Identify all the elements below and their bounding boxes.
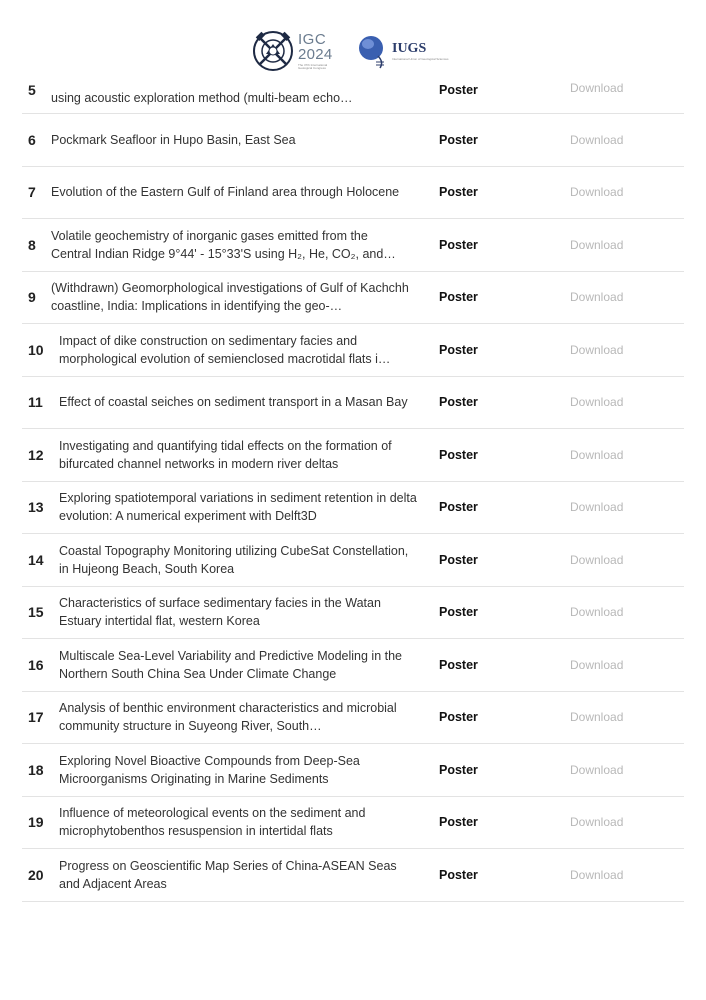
row-number: 15 bbox=[28, 604, 44, 621]
download-link[interactable]: Download bbox=[570, 237, 624, 252]
row-title[interactable]: Exploring Novel Bioactive Compounds from Deep-Sea Microorganisms Originating in Marine Sediments bbox=[59, 753, 360, 786]
row-title[interactable]: using acoustic exploration method (multi-beam echo… bbox=[51, 91, 353, 105]
table-row bbox=[22, 692, 684, 745]
row-type: Poster bbox=[439, 500, 478, 515]
download-link[interactable]: Download bbox=[570, 395, 624, 410]
row-type: Poster bbox=[439, 395, 478, 410]
row-type: Poster bbox=[439, 185, 478, 200]
download-link[interactable]: Download bbox=[570, 867, 624, 882]
download-link[interactable]: Download bbox=[570, 710, 624, 725]
download-link[interactable]: Download bbox=[570, 762, 624, 777]
row-title[interactable]: Analysis of benthic environment characteristics and microbial community structure in Suyeong River, South… bbox=[59, 701, 397, 734]
igc-logo-text: IGC bbox=[298, 31, 327, 48]
download-link[interactable]: Download bbox=[570, 657, 624, 672]
table-row bbox=[22, 377, 684, 430]
row-type: Poster bbox=[439, 237, 478, 252]
table-row bbox=[22, 429, 684, 482]
igc-logo-year: 2024 bbox=[298, 46, 333, 63]
row-title[interactable]: Effect of coastal seiches on sediment transport in a Masan Bay bbox=[59, 395, 408, 410]
row-type: Poster bbox=[439, 342, 478, 357]
table-row bbox=[22, 587, 684, 640]
row-title[interactable]: Influence of meteorological events on the sediment and microphytobenthos resuspension in intertidal flats bbox=[59, 806, 366, 839]
download-link[interactable]: Download bbox=[570, 552, 624, 567]
presentation-list bbox=[22, 62, 684, 902]
row-number: 18 bbox=[28, 761, 44, 778]
row-number: 14 bbox=[28, 551, 44, 568]
row-type: Poster bbox=[439, 762, 478, 777]
iugs-logo[interactable] bbox=[358, 32, 462, 70]
row-type: Poster bbox=[439, 710, 478, 725]
igc-emblem-icon bbox=[252, 30, 294, 72]
table-row bbox=[22, 797, 684, 850]
table-row bbox=[22, 324, 684, 377]
row-number: 6 bbox=[28, 131, 36, 148]
row-title[interactable]: Pockmark Seafloor in Hupo Basin, East Sea bbox=[51, 132, 296, 147]
row-number: 13 bbox=[28, 499, 44, 516]
download-link[interactable]: Download bbox=[570, 132, 624, 147]
row-number: 16 bbox=[28, 656, 44, 673]
download-link[interactable]: Download bbox=[570, 81, 624, 95]
row-number: 8 bbox=[28, 236, 36, 253]
row-number: 19 bbox=[28, 814, 44, 831]
igc-logo-subtitle: The 37th International Geological Congress bbox=[298, 63, 328, 70]
row-number: 9 bbox=[28, 289, 36, 306]
row-title[interactable]: Impact of dike construction on sedimentary facies and morphological evolution of semienclosed macrotidal flats i… bbox=[59, 333, 391, 366]
download-link[interactable]: Download bbox=[570, 815, 624, 830]
page-header bbox=[0, 0, 706, 80]
row-number: 20 bbox=[28, 866, 44, 883]
row-number: 12 bbox=[28, 446, 44, 463]
table-row bbox=[22, 849, 684, 902]
download-link[interactable]: Download bbox=[570, 605, 624, 620]
row-type: Poster bbox=[439, 83, 478, 97]
table-row bbox=[22, 167, 684, 220]
row-title[interactable]: Volatile geochemistry of inorganic gases emitted from the Central Indian Ridge 9°44' - 15°33'S using H₂, He, CO₂, and… bbox=[51, 228, 396, 261]
table-row bbox=[22, 114, 684, 167]
table-row bbox=[22, 744, 684, 797]
row-type: Poster bbox=[439, 290, 478, 305]
row-number: 11 bbox=[28, 394, 43, 411]
row-title[interactable]: Investigating and quantifying tidal effects on the formation of bifurcated channel networks in modern river deltas bbox=[59, 438, 392, 471]
row-title[interactable]: Progress on Geoscientific Map Series of China-ASEAN Seas and Adjacent Areas bbox=[59, 858, 397, 891]
row-type: Poster bbox=[439, 657, 478, 672]
download-link[interactable]: Download bbox=[570, 447, 624, 462]
table-row bbox=[22, 272, 684, 325]
row-type: Poster bbox=[439, 447, 478, 462]
row-number: 10 bbox=[28, 341, 44, 358]
download-link[interactable]: Download bbox=[570, 185, 624, 200]
row-title[interactable]: Characteristics of surface sedimentary facies in the Watan Estuary intertidal flat, western Korea bbox=[59, 596, 381, 629]
iugs-globe-icon bbox=[358, 32, 388, 70]
iugs-logo-subtitle: International Union of Geological Sciences bbox=[392, 56, 449, 61]
download-link[interactable]: Download bbox=[570, 290, 624, 305]
table-row bbox=[22, 482, 684, 535]
row-title[interactable]: (Withdrawn) Geomorphological investigations of Gulf of Kachchh coastline, India: Implications in identifying the geo-… bbox=[51, 281, 409, 314]
row-title[interactable]: Exploring spatiotemporal variations in sediment retention in delta evolution: A numerical experiment with Delft3D bbox=[59, 491, 417, 524]
row-title[interactable]: Coastal Topography Monitoring utilizing CubeSat Constellation, in Hujeong Beach, South Korea bbox=[59, 543, 409, 576]
row-type: Poster bbox=[439, 605, 478, 620]
table-row bbox=[22, 534, 684, 587]
row-number: 17 bbox=[28, 709, 44, 726]
table-row bbox=[22, 219, 684, 272]
row-number: 5 bbox=[28, 82, 36, 98]
row-type: Poster bbox=[439, 132, 478, 147]
download-link[interactable]: Download bbox=[570, 342, 624, 357]
row-title[interactable]: Multiscale Sea-Level Variability and Predictive Modeling in the Northern South China Sea Under Climate Change bbox=[59, 648, 402, 681]
row-type: Poster bbox=[439, 867, 478, 882]
igc-logo[interactable] bbox=[252, 30, 334, 72]
row-number: 7 bbox=[28, 184, 36, 201]
row-type: Poster bbox=[439, 552, 478, 567]
row-title[interactable]: Evolution of the Eastern Gulf of Finland area through Holocene bbox=[51, 185, 400, 200]
row-type: Poster bbox=[439, 815, 478, 830]
table-row bbox=[22, 639, 684, 692]
iugs-logo-text: IUGS bbox=[392, 40, 427, 56]
download-link[interactable]: Download bbox=[570, 500, 624, 515]
